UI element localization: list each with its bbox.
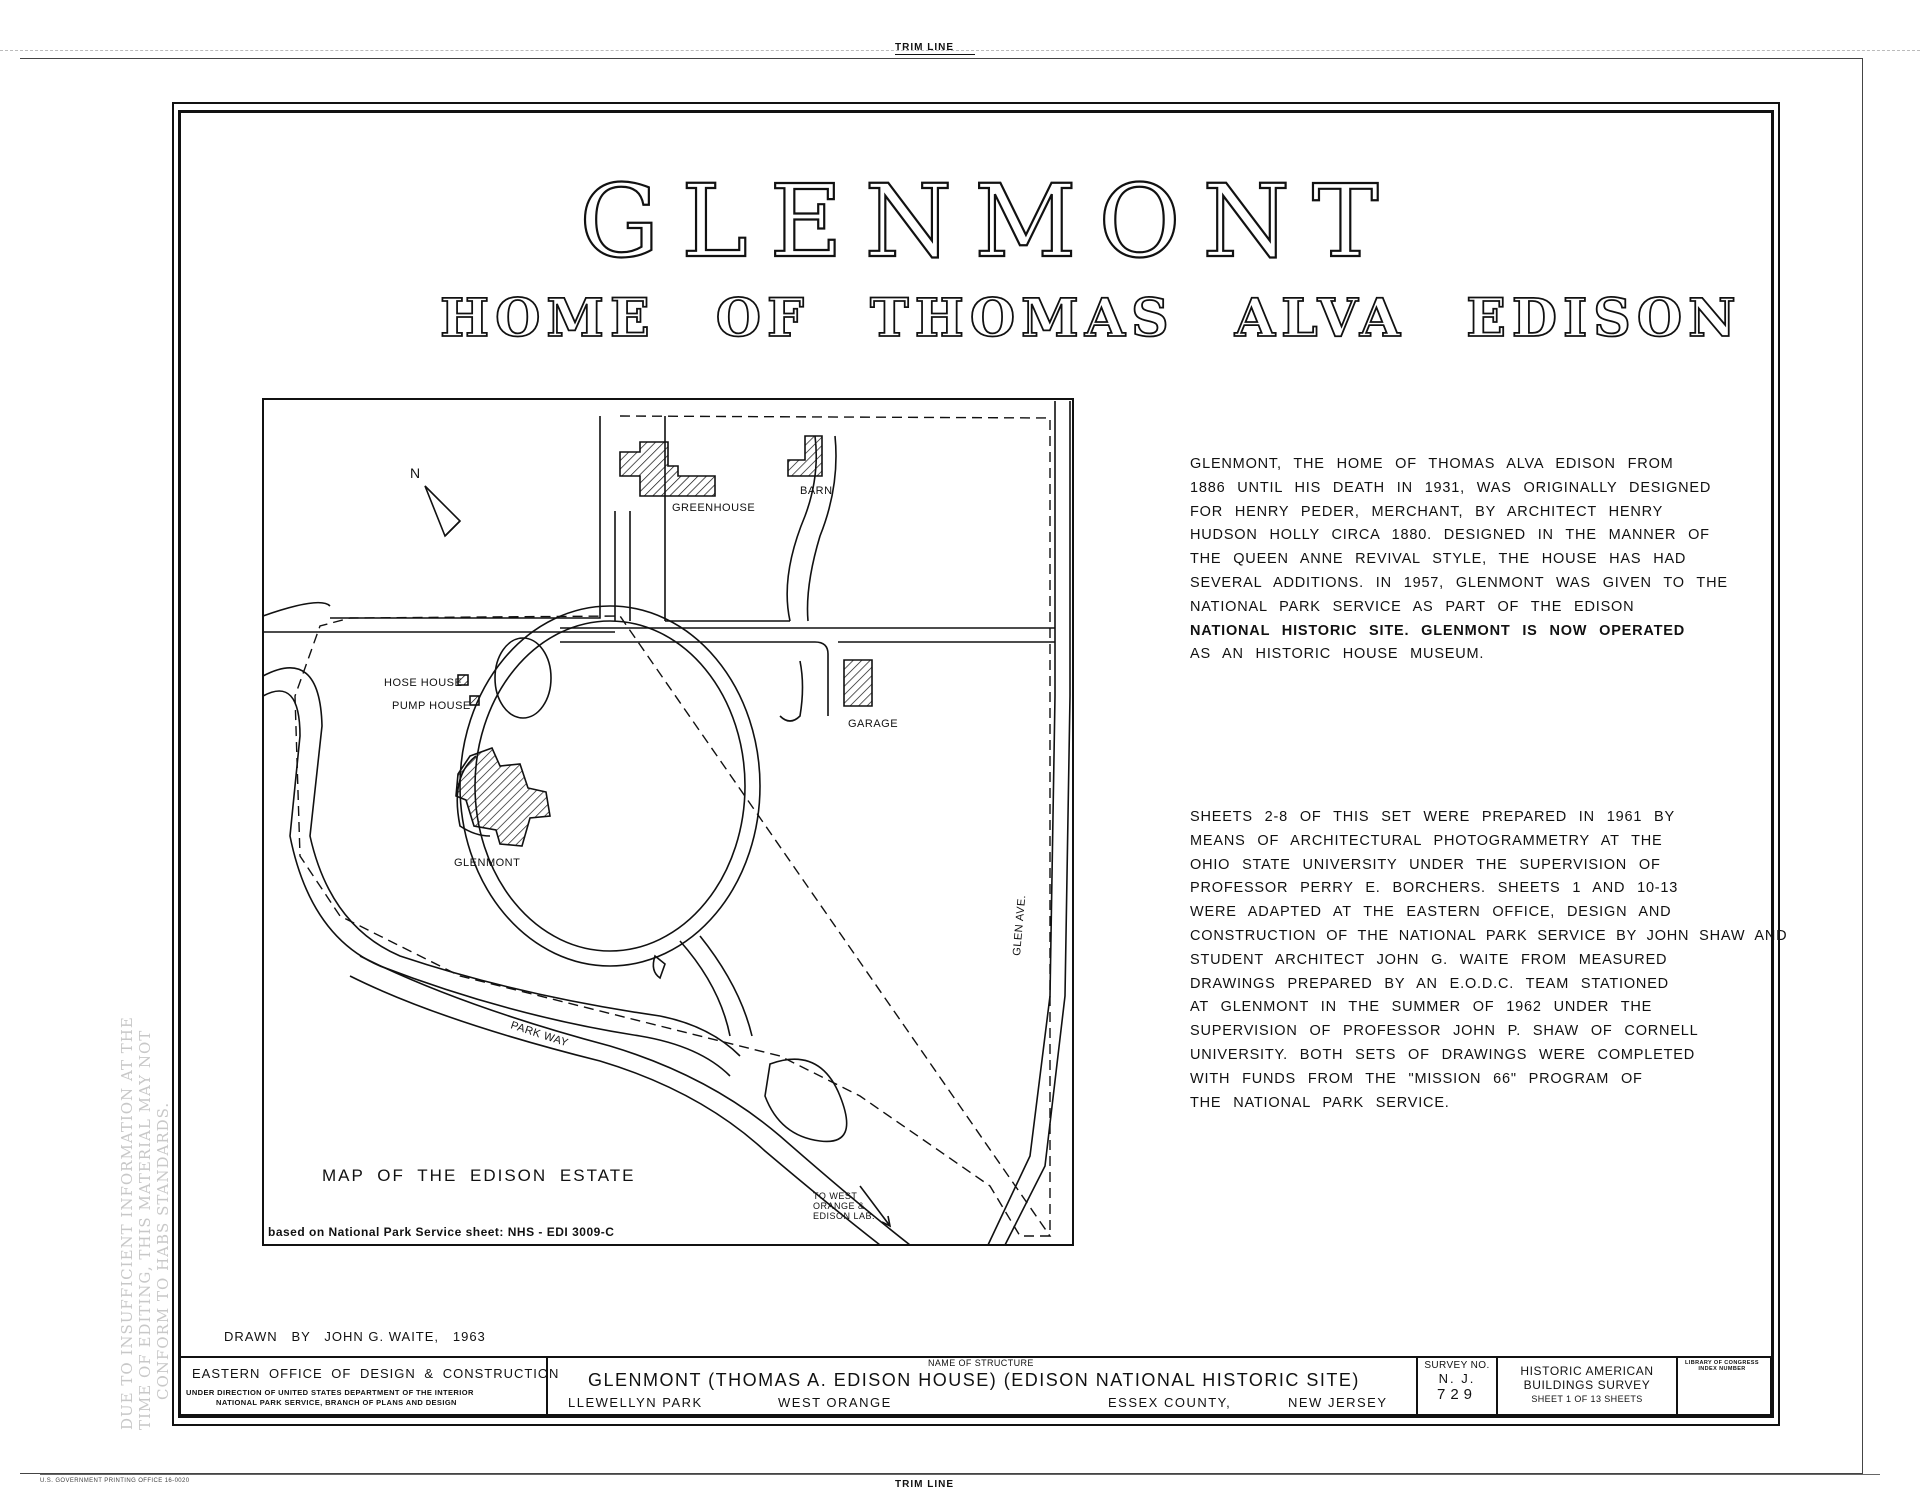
office-under-1: UNDER DIRECTION OF UNITED STATES DEPARTMENT OF THE INTERIOR <box>186 1388 474 1397</box>
habs-cell <box>1498 1358 1678 1414</box>
para2-line: MEANS OF ARCHITECTURAL PHOTOGRAMMETRY AT THE <box>1190 832 1663 849</box>
para1-line: THE QUEEN ANNE REVIVAL STYLE, THE HOUSE HAS HAD <box>1190 551 1687 568</box>
para1-line: GLENMONT, THE HOME OF THOMAS ALVA EDISON FROM <box>1190 456 1674 472</box>
margin-notice-line2: TIME OF EDITING, THIS MATERIAL MAY NOT <box>136 1029 154 1430</box>
para2-line: STUDENT ARCHITECT JOHN G. WAITE FROM MEASURED <box>1190 951 1668 968</box>
label-barn: BARN <box>800 485 833 497</box>
trim-rule-top <box>895 54 975 55</box>
margin-notice-line1: DUE TO INSUFFICIENT INFORMATION AT THE <box>118 1016 136 1430</box>
para1-line: 1886 UNTIL HIS DEATH IN 1931, WAS ORIGINALLY DESIGNED <box>1190 479 1712 496</box>
para2-line: WITH FUNDS FROM THE "MISSION 66" PROGRAM OF <box>1190 1070 1643 1087</box>
pump-house <box>470 696 479 705</box>
glen-ave-road <box>988 401 1055 1245</box>
structure-label: NAME OF STRUCTURE <box>928 1358 1034 1368</box>
location-town: WEST ORANGE <box>778 1395 892 1410</box>
habs-line2: BUILDINGS SURVEY <box>1523 1378 1651 1392</box>
structure-cell <box>548 1358 1418 1414</box>
credits-paragraph <box>1190 806 1787 1115</box>
para1-line: AS AN HISTORIC HOUSE MUSEUM. <box>1190 646 1485 663</box>
map-frame <box>263 399 1073 1245</box>
map-caption: MAP OF THE EDISON ESTATE <box>322 1166 636 1185</box>
location-park: LLEWELLYN PARK <box>568 1395 703 1410</box>
label-park-way: PARK WAY <box>509 1019 570 1050</box>
office-name: EASTERN OFFICE OF DESIGN & CONSTRUCTION <box>192 1366 560 1381</box>
trim-line-bottom: TRIM LINE <box>895 1479 954 1490</box>
property-boundary <box>295 416 1050 1236</box>
para2-line: WERE ADAPTED AT THE EASTERN OFFICE, DESIGN AND <box>1190 904 1672 921</box>
label-to-west-1: TO WEST <box>813 1191 858 1201</box>
estate-map <box>260 396 1080 1250</box>
printing-office-note: U.S. GOVERNMENT PRINTING OFFICE 16-0020 <box>40 1478 190 1484</box>
garage-building <box>844 660 872 706</box>
main-title: GLENMONT <box>579 163 1401 280</box>
label-to-west-3: EDISON LAB. <box>813 1211 876 1221</box>
margin-notice-line3: CONFORM TO HABS STANDARDS. <box>154 1101 172 1400</box>
para1-line: HUDSON HOLLY CIRCA 1880. DESIGNED IN THE MANNER OF <box>1190 527 1710 544</box>
label-garage: GARAGE <box>848 718 899 730</box>
drawn-by: DRAWN BY JOHN G. WAITE, 1963 <box>224 1329 486 1344</box>
para2-line: UNIVERSITY. BOTH SETS OF DRAWINGS WERE COMPLETED <box>1190 1046 1695 1063</box>
north-arrow <box>425 486 460 536</box>
description-paragraph <box>1190 453 1728 667</box>
north-label: N <box>410 465 421 481</box>
barn-building <box>788 436 822 476</box>
para2-line: AT GLENMONT IN THE SUMMER OF 1962 UNDER THE <box>1190 999 1653 1016</box>
title-block <box>178 1356 1772 1416</box>
location-county: ESSEX COUNTY, <box>1108 1395 1232 1410</box>
sheet-number: SHEET 1 OF 13 SHEETS <box>1531 1394 1643 1404</box>
survey-state: N. J. <box>1438 1371 1476 1386</box>
label-greenhouse: GREENHOUSE <box>672 502 756 514</box>
location-state: NEW JERSEY <box>1288 1395 1388 1410</box>
para2-line: SUPERVISION OF PROFESSOR JOHN P. SHAW OF CORNELL <box>1190 1023 1699 1040</box>
para2-line: CONSTRUCTION OF THE NATIONAL PARK SERVICE BY JOHN SHAW AND <box>1190 927 1788 944</box>
greenhouse-building <box>620 442 715 496</box>
survey-number: 729 <box>1436 1386 1478 1403</box>
survey-label: SURVEY NO. <box>1424 1360 1490 1371</box>
label-pump-house: PUMP HOUSE <box>392 700 471 712</box>
loc-cell <box>1678 1358 1766 1372</box>
trim-line-top: TRIM LINE <box>895 42 954 53</box>
subtitle: HOME OF THOMAS ALVA EDISON <box>440 288 1742 349</box>
habs-line1: HISTORIC AMERICAN <box>1520 1364 1654 1378</box>
para2-line: THE NATIONAL PARK SERVICE. <box>1190 1094 1450 1111</box>
para2-line: OHIO STATE UNIVERSITY UNDER THE SUPERVISION OF <box>1190 856 1661 873</box>
label-glen-ave: GLEN AVE. <box>1011 894 1029 957</box>
office-cell <box>180 1358 560 1414</box>
para2-line: DRAWINGS PREPARED BY AN E.O.D.C. TEAM STATIONED <box>1190 975 1669 992</box>
label-hose-house: HOSE HOUSE <box>384 677 463 689</box>
para1-line: NATIONAL PARK SERVICE AS PART OF THE EDISON <box>1190 598 1635 615</box>
structure-name: GLENMONT (THOMAS A. EDISON HOUSE) (EDISON NATIONAL HISTORIC SITE) <box>588 1370 1360 1390</box>
trim-rule-bottom <box>40 1474 1880 1475</box>
office-under-2: NATIONAL PARK SERVICE, BRANCH OF PLANS AND DESIGN <box>216 1398 457 1407</box>
loc-line2: INDEX NUMBER <box>1698 1366 1746 1372</box>
map-source: based on National Park Service sheet: NHS - EDI 3009-C <box>268 1225 615 1239</box>
para1-line: FOR HENRY PEDER, MERCHANT, BY ARCHITECT HENRY <box>1190 503 1664 520</box>
loc-line1: LIBRARY OF CONGRESS <box>1685 1360 1759 1366</box>
para1-line: NATIONAL HISTORIC SITE. GLENMONT IS NOW OPERATED <box>1190 622 1686 639</box>
label-to-west-2: ORANGE & <box>813 1201 865 1211</box>
para2-line: SHEETS 2-8 OF THIS SET WERE PREPARED IN 1961 BY <box>1190 809 1675 825</box>
top-rule <box>0 50 1920 51</box>
label-glenmont: GLENMONT <box>454 857 521 869</box>
para2-line: PROFESSOR PERRY E. BORCHERS. SHEETS 1 AND 10-13 <box>1190 880 1679 897</box>
margin-notice <box>118 1016 172 1430</box>
para1-line: SEVERAL ADDITIONS. IN 1957, GLENMONT WAS GIVEN TO THE <box>1190 574 1728 591</box>
survey-cell <box>1418 1358 1498 1414</box>
